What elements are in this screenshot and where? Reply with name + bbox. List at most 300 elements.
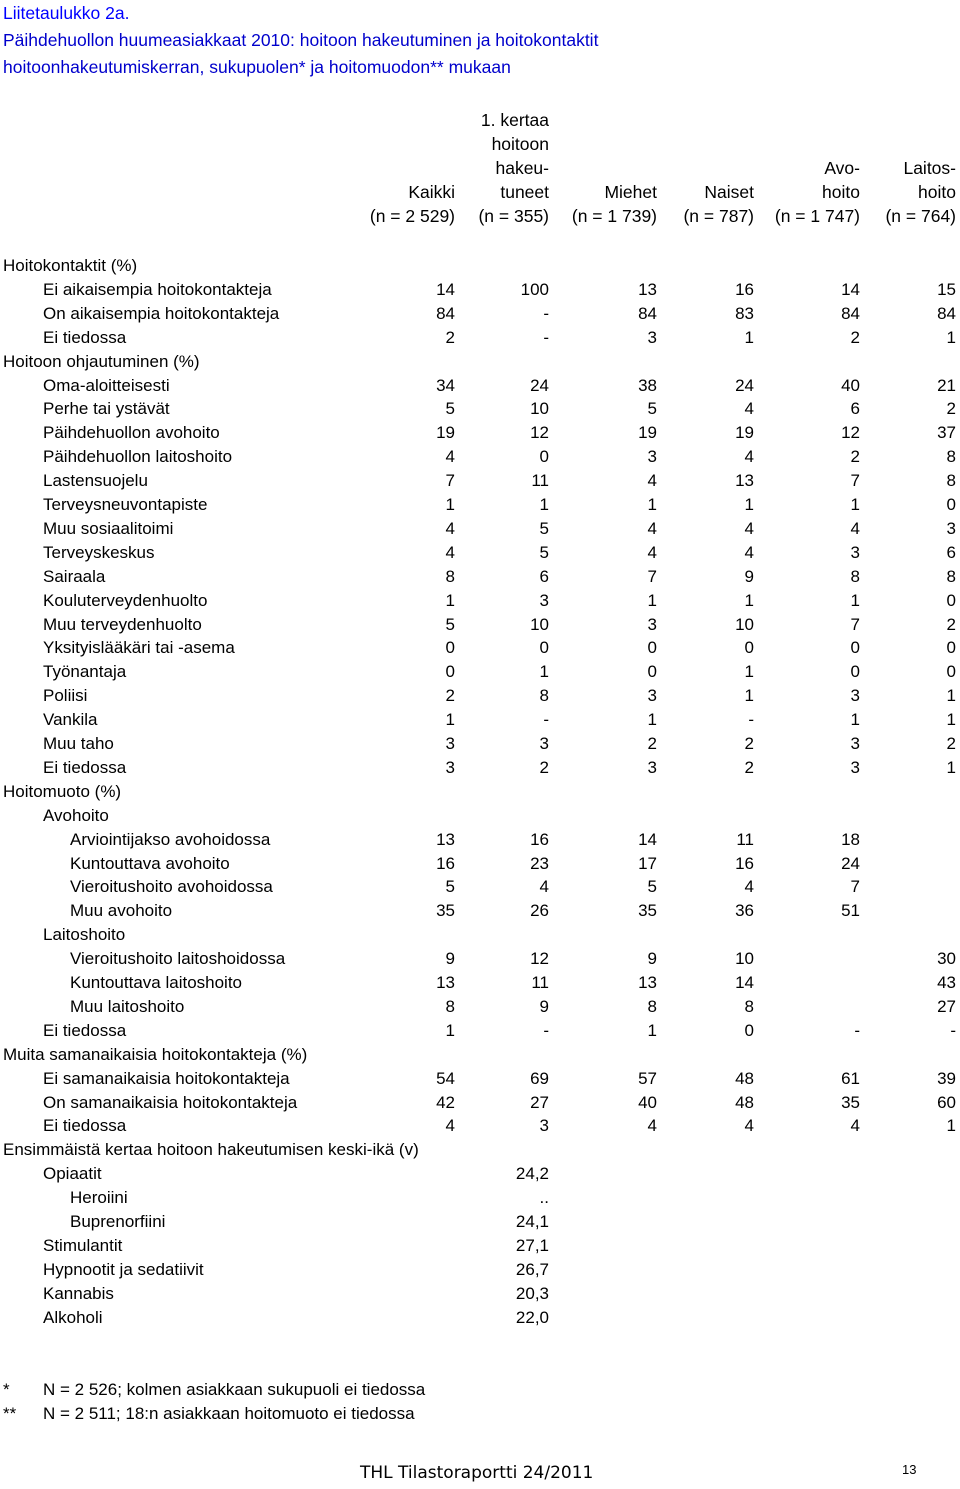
table-row: [0, 302, 960, 326]
table-cell: 15: [937, 279, 956, 299]
table-cell: -: [950, 1020, 956, 1040]
table-cell: 5: [539, 518, 549, 538]
table-cell: 3: [946, 518, 956, 538]
row-label: Ei samanaikaisia hoitokontakteja: [43, 1068, 290, 1088]
table-cell: 4: [647, 1116, 657, 1136]
table-cell: 2: [744, 734, 754, 753]
table-cell: 1: [744, 686, 754, 706]
table-cell: 7: [445, 471, 455, 491]
table-row: [0, 1234, 960, 1258]
table-cell: 14: [841, 279, 860, 299]
table-cell: 13: [436, 973, 455, 992]
column-header-line: 1. kertaa: [480, 110, 549, 130]
column-header-line: (n = 764): [885, 206, 956, 226]
table-cell: 8: [445, 996, 455, 1016]
column-header-line: Avo-: [824, 158, 860, 178]
table-cell: 8: [946, 471, 956, 491]
table-cell: 27: [530, 1092, 549, 1112]
column-header-line: (n = 1 739): [571, 206, 657, 226]
column-header-line: hakeu-: [495, 158, 549, 178]
table-cell: 4: [647, 542, 657, 562]
table-row: [0, 708, 960, 732]
table-cell: 2: [445, 686, 455, 706]
section-heading-row: [0, 780, 960, 804]
table-cell: 3: [539, 1116, 549, 1136]
table-cell: 0: [647, 662, 657, 682]
table-cell: 84: [436, 303, 455, 323]
table-cell: 24: [530, 375, 549, 395]
table-cell: 12: [841, 423, 860, 443]
row-label: Vankila: [43, 710, 98, 730]
column-header: [775, 156, 860, 228]
column-header-line: (n = 2 529): [369, 206, 455, 226]
table-cell: 21: [937, 375, 956, 395]
table-cell: 9: [539, 996, 549, 1016]
table-row: [0, 278, 960, 302]
table-cell: 0: [850, 662, 860, 682]
table-cell: 1: [946, 757, 956, 777]
table-cell: 2: [744, 757, 754, 777]
table-cell: 7: [850, 877, 860, 897]
column-header: [370, 180, 455, 228]
row-label: On aikaisempia hoitokontakteja: [43, 303, 280, 323]
table-cell: 24: [735, 375, 754, 395]
table-cell: 42: [436, 1092, 455, 1112]
table-header: [0, 108, 960, 228]
table-row: [0, 899, 960, 923]
table-cell: 84: [841, 303, 860, 323]
table-cell: 10: [530, 614, 549, 634]
table-cell: 1: [850, 495, 860, 514]
table-cell: 35: [638, 901, 657, 921]
table-cell: 0: [946, 662, 956, 682]
column-header-line: Laitos-: [903, 158, 956, 178]
column-header-line: hoito: [918, 182, 956, 202]
table-cell: 9: [744, 566, 754, 586]
table-row: [0, 565, 960, 589]
table-cell: 16: [436, 853, 455, 873]
row-label: Heroiini: [70, 1188, 128, 1208]
table-cell: 26,7: [515, 1259, 549, 1279]
table-cell: 3: [647, 327, 657, 347]
table-row: [0, 828, 960, 852]
column-header: [885, 156, 956, 228]
table-cell: 39: [937, 1068, 956, 1088]
column-header-line: (n = 787): [683, 206, 754, 226]
table-cell: 3: [850, 757, 860, 777]
table-cell: 0: [850, 638, 860, 658]
table-row: [0, 374, 960, 398]
table-cell: 0: [647, 638, 657, 658]
table-cell: 16: [735, 853, 754, 873]
table-cell: 5: [647, 877, 657, 897]
table-cell: 0: [539, 638, 549, 658]
row-label: Ei tiedossa: [43, 1116, 127, 1136]
table-cell: 3: [647, 614, 657, 634]
table-cell: 1: [850, 590, 860, 610]
table-cell: 1: [539, 495, 549, 514]
row-label: Ei aikaisempia hoitokontakteja: [43, 279, 272, 299]
page-number: 13: [902, 1462, 917, 1477]
table-row: [0, 326, 960, 350]
table-cell: 18: [841, 829, 860, 849]
table-cell: 38: [638, 375, 657, 395]
table-cell: 10: [735, 614, 754, 634]
footnote-text: N = 2 526; kolmen asiakkaan sukupuoli ei tiedossa: [43, 1380, 426, 1399]
column-header-line: tuneet: [500, 182, 549, 202]
table-cell: -: [854, 1020, 860, 1040]
table-cell: 22,0: [515, 1307, 549, 1327]
row-label: Terveyskeskus: [43, 542, 155, 562]
table-cell: 1: [744, 495, 754, 514]
table-cell: 1: [946, 1116, 956, 1136]
column-header-line: hoito: [822, 182, 860, 202]
table-cell: 9: [647, 949, 657, 969]
row-label: Opiaatit: [43, 1164, 102, 1184]
table-row: [0, 804, 960, 828]
table-cell: 14: [735, 973, 754, 992]
table-row: [0, 493, 960, 517]
table-cell: 1: [647, 710, 657, 730]
table-cell: 1: [850, 710, 860, 730]
table-cell: 4: [850, 518, 860, 538]
table-cell: 8: [744, 996, 754, 1016]
row-label: Muita samanaikaisia hoitokontakteja (%): [3, 1044, 308, 1064]
table-title-line-2: hoitoonhakeutumiskerran, sukupuolen* ja hoitomuodon** mukaan: [3, 57, 511, 77]
table-cell: -: [543, 303, 549, 323]
table-cell: 2: [647, 734, 657, 753]
column-header-line: Kaikki: [408, 182, 455, 202]
table-cell: 34: [436, 375, 455, 395]
table-cell: 0: [946, 638, 956, 658]
table-cell: 10: [735, 949, 754, 969]
row-label: Avohoito: [43, 805, 109, 825]
row-label: Päihdehuollon avohoito: [43, 423, 220, 443]
table-cell: 2: [946, 734, 956, 753]
table-cell: 1: [744, 590, 754, 610]
table-cell: 2: [946, 399, 956, 419]
appendix-label: Liitetaulukko 2a.: [3, 3, 130, 23]
section-heading-row: [0, 1043, 960, 1067]
table-row: [0, 684, 960, 708]
table-cell: 16: [735, 279, 754, 299]
table-cell: 0: [946, 590, 956, 610]
table-cell: 17: [638, 853, 657, 873]
table-cell: 13: [436, 829, 455, 849]
table-cell: 48: [735, 1068, 754, 1088]
table-cell: 27: [937, 996, 956, 1016]
footnote-text: N = 2 511; 18:n asiakkaan hoitomuoto ei tiedossa: [43, 1404, 415, 1423]
table-cell: 11: [531, 471, 549, 491]
table-cell: 1: [445, 495, 455, 514]
table-cell: 13: [638, 279, 657, 299]
table-cell: 4: [445, 542, 455, 562]
table-row: [0, 875, 960, 899]
section-heading-row: [0, 350, 960, 374]
table-cell: 20,3: [515, 1283, 549, 1303]
row-label: Kuntouttava avohoito: [70, 853, 230, 873]
table-cell: 61: [841, 1068, 860, 1088]
table-cell: 4: [647, 471, 657, 491]
table-cell: 36: [735, 901, 754, 921]
row-label: Vieroitushoito avohoidossa: [70, 877, 273, 897]
table-cell: 12: [530, 949, 549, 969]
table-cell: 4: [744, 399, 754, 419]
footnote-mark: *: [3, 1380, 10, 1399]
table-cell: 0: [445, 662, 455, 682]
row-label: Muu laitoshoito: [70, 996, 185, 1016]
table-cell: 3: [539, 590, 549, 610]
table-cell: 8: [946, 447, 956, 467]
column-header-line: (n = 1 747): [774, 206, 860, 226]
table-cell: 2: [946, 614, 956, 634]
table-cell: 48: [735, 1092, 754, 1112]
table-cell: 5: [445, 399, 455, 419]
table-cell: 3: [850, 734, 860, 753]
table-cell: 3: [647, 757, 657, 777]
table-title-line-1: Päihdehuollon huumeasiakkaat 2010: hoitoon hakeutuminen ja hoitokontaktit: [3, 30, 599, 50]
table-row: [0, 947, 960, 971]
table-row: [0, 1162, 960, 1186]
table-row: [0, 469, 960, 493]
row-label: Laitoshoito: [43, 925, 126, 945]
table-cell: 60: [937, 1092, 956, 1112]
table-cell: 24,1: [515, 1212, 549, 1231]
table-cell: 0: [946, 495, 956, 514]
table-cell: 5: [539, 542, 549, 562]
table-cell: 0: [744, 1020, 754, 1040]
column-header-line: Naiset: [704, 182, 754, 202]
table-cell: 4: [539, 877, 549, 897]
row-label: Muu sosiaalitoimi: [43, 518, 174, 538]
table-row: [0, 1019, 960, 1043]
table-cell: 5: [445, 877, 455, 897]
table-cell: 4: [744, 518, 754, 538]
row-label: Hoitoon ohjautuminen (%): [3, 351, 200, 371]
table-cell: 1: [946, 710, 956, 730]
row-label: Työnantaja: [43, 662, 127, 682]
row-label: Kuntouttava laitoshoito: [70, 973, 243, 992]
table-cell: 1: [647, 1020, 657, 1040]
table-cell: -: [748, 710, 754, 730]
row-label: Kannabis: [43, 1283, 114, 1303]
table-row: [0, 1306, 960, 1330]
table-row: [0, 1186, 960, 1210]
table-cell: 7: [647, 566, 657, 586]
table-cell: 84: [638, 303, 657, 323]
table-cell: 10: [530, 399, 549, 419]
table-cell: 12: [530, 423, 549, 443]
table-cell: 3: [445, 734, 455, 753]
table-cell: 37: [937, 423, 956, 443]
table-cell: 24,2: [515, 1164, 549, 1184]
table-cell: 5: [647, 399, 657, 419]
table-row: [0, 445, 960, 469]
row-label: Muu avohoito: [70, 901, 173, 921]
row-label: Muu terveydenhuolto: [43, 614, 202, 634]
table-cell: 0: [445, 638, 455, 658]
table-cell: -: [543, 327, 549, 347]
table-cell: 1: [647, 495, 657, 514]
table-cell: 84: [937, 303, 956, 323]
table-row: [0, 852, 960, 876]
row-label: Oma-aloitteisesti: [43, 375, 170, 395]
row-label: Ei tiedossa: [43, 757, 127, 777]
table-row: [0, 1067, 960, 1091]
row-label: Vieroitushoito laitoshoidossa: [70, 949, 286, 969]
table-row: [0, 732, 960, 756]
table-row: [0, 923, 960, 947]
table-row: [0, 995, 960, 1019]
row-label: Ensimmäistä kertaa hoitoon hakeutumisen keski-ikä (v): [3, 1140, 419, 1160]
row-label: Terveysneuvontapiste: [43, 495, 208, 514]
table-cell: 6: [850, 399, 860, 419]
table-cell: 40: [638, 1092, 657, 1112]
table-cell: 19: [436, 423, 455, 443]
report-source: THL Tilastoraportti 24/2011: [360, 1463, 594, 1483]
column-header-line: Miehet: [604, 182, 657, 202]
table-cell: 0: [539, 447, 549, 467]
table-cell: 3: [445, 757, 455, 777]
table-cell: 2: [539, 757, 549, 777]
table-cell: 35: [436, 901, 455, 921]
table-cell: 1: [946, 327, 956, 347]
table-cell: 4: [445, 447, 455, 467]
table-cell: 3: [539, 734, 549, 753]
table-cell: 30: [937, 949, 956, 969]
column-header: [683, 180, 754, 228]
table-cell: 1: [744, 662, 754, 682]
row-label: Poliisi: [43, 686, 88, 706]
table-cell: 1: [744, 327, 754, 347]
section-heading-row: [0, 1138, 960, 1162]
table-cell: 2: [850, 447, 860, 467]
table-row: [0, 971, 960, 995]
table-cell: 5: [445, 614, 455, 634]
table-cell: 13: [638, 973, 657, 992]
table-cell: 8: [647, 996, 657, 1016]
table-cell: 23: [530, 853, 549, 873]
table-cell: 83: [735, 303, 754, 323]
row-label: Arviointijakso avohoidossa: [70, 829, 271, 849]
table-cell: 4: [647, 518, 657, 538]
table-row: [0, 397, 960, 421]
table-cell: 24: [841, 853, 860, 873]
table-cell: 1: [946, 686, 956, 706]
table-cell: 4: [445, 1116, 455, 1136]
table-row: [0, 1210, 960, 1234]
title-block: [3, 0, 598, 81]
table-cell: 1: [445, 1020, 455, 1040]
table-cell: 3: [850, 686, 860, 706]
table-row: [0, 1114, 960, 1138]
row-label: Yksityislääkäri tai -asema: [43, 638, 235, 658]
table-cell: 16: [530, 829, 549, 849]
row-label: Hypnootit ja sedatiivit: [43, 1259, 204, 1279]
table-cell: 3: [647, 686, 657, 706]
table-cell: 4: [850, 1116, 860, 1136]
table-cell: 51: [841, 901, 860, 921]
table-cell: 8: [445, 566, 455, 586]
table-cell: 69: [530, 1068, 549, 1088]
table-row: [0, 1091, 960, 1115]
table-cell: 2: [445, 327, 455, 347]
table-cell: 11: [531, 973, 549, 992]
table-cell: 1: [647, 590, 657, 610]
table-cell: 19: [638, 423, 657, 443]
table-cell: 3: [647, 447, 657, 467]
row-label: Ei tiedossa: [43, 327, 127, 347]
table-cell: 19: [735, 423, 754, 443]
table-cell: 6: [946, 542, 956, 562]
table-cell: 3: [850, 542, 860, 562]
footnote-mark: **: [3, 1404, 17, 1423]
row-label: On samanaikaisia hoitokontakteja: [43, 1092, 298, 1112]
table-cell: ..: [539, 1188, 549, 1208]
table-row: [0, 541, 960, 565]
table-cell: 8: [850, 566, 860, 586]
table-row: [0, 517, 960, 541]
row-label: Alkoholi: [43, 1307, 103, 1327]
row-label: Hoitokontaktit (%): [3, 256, 138, 275]
table-cell: 26: [530, 901, 549, 921]
table-cell: -: [543, 1020, 549, 1040]
column-header-line: hoitoon: [491, 134, 549, 154]
table-cell: 35: [841, 1092, 860, 1112]
table-row: [0, 589, 960, 613]
table-cell: 14: [638, 829, 657, 849]
table-cell: 8: [539, 686, 549, 706]
table-cell: 1: [539, 662, 549, 682]
table-cell: 100: [520, 279, 549, 299]
row-label: Ei tiedossa: [43, 1020, 127, 1040]
row-label: Kouluterveydenhuolto: [43, 590, 208, 610]
row-label: Lastensuojelu: [43, 471, 148, 491]
row-label: Päihdehuollon laitoshoito: [43, 447, 233, 467]
table-row: [0, 1258, 960, 1282]
table-cell: 11: [736, 829, 754, 849]
table-row: [0, 613, 960, 637]
table-cell: 43: [937, 973, 956, 992]
column-header: [572, 180, 657, 228]
table-cell: 14: [436, 279, 455, 299]
table-cell: 4: [445, 518, 455, 538]
table-row: [0, 756, 960, 780]
row-label: Muu taho: [43, 734, 114, 753]
row-label: Hoitomuoto (%): [3, 781, 122, 801]
table-cell: 27,1: [515, 1235, 549, 1255]
row-label: Sairaala: [43, 566, 106, 586]
table-cell: 57: [638, 1068, 657, 1088]
table-row: [0, 1282, 960, 1306]
table-cell: 0: [744, 638, 754, 658]
table-cell: 2: [850, 327, 860, 347]
table-cell: 7: [850, 614, 860, 634]
table-cell: 13: [735, 471, 754, 491]
table-cell: 1: [445, 710, 455, 730]
table-cell: -: [543, 710, 549, 730]
table-cell: 9: [445, 949, 455, 969]
table-row: [0, 660, 960, 684]
table-row: [0, 421, 960, 445]
table-cell: 54: [436, 1068, 455, 1088]
column-header: [478, 108, 549, 228]
table-row: [0, 636, 960, 660]
column-header-line: (n = 355): [478, 206, 549, 226]
table-cell: 1: [445, 590, 455, 610]
table-cell: 4: [744, 1116, 754, 1136]
table-cell: 40: [841, 375, 860, 395]
